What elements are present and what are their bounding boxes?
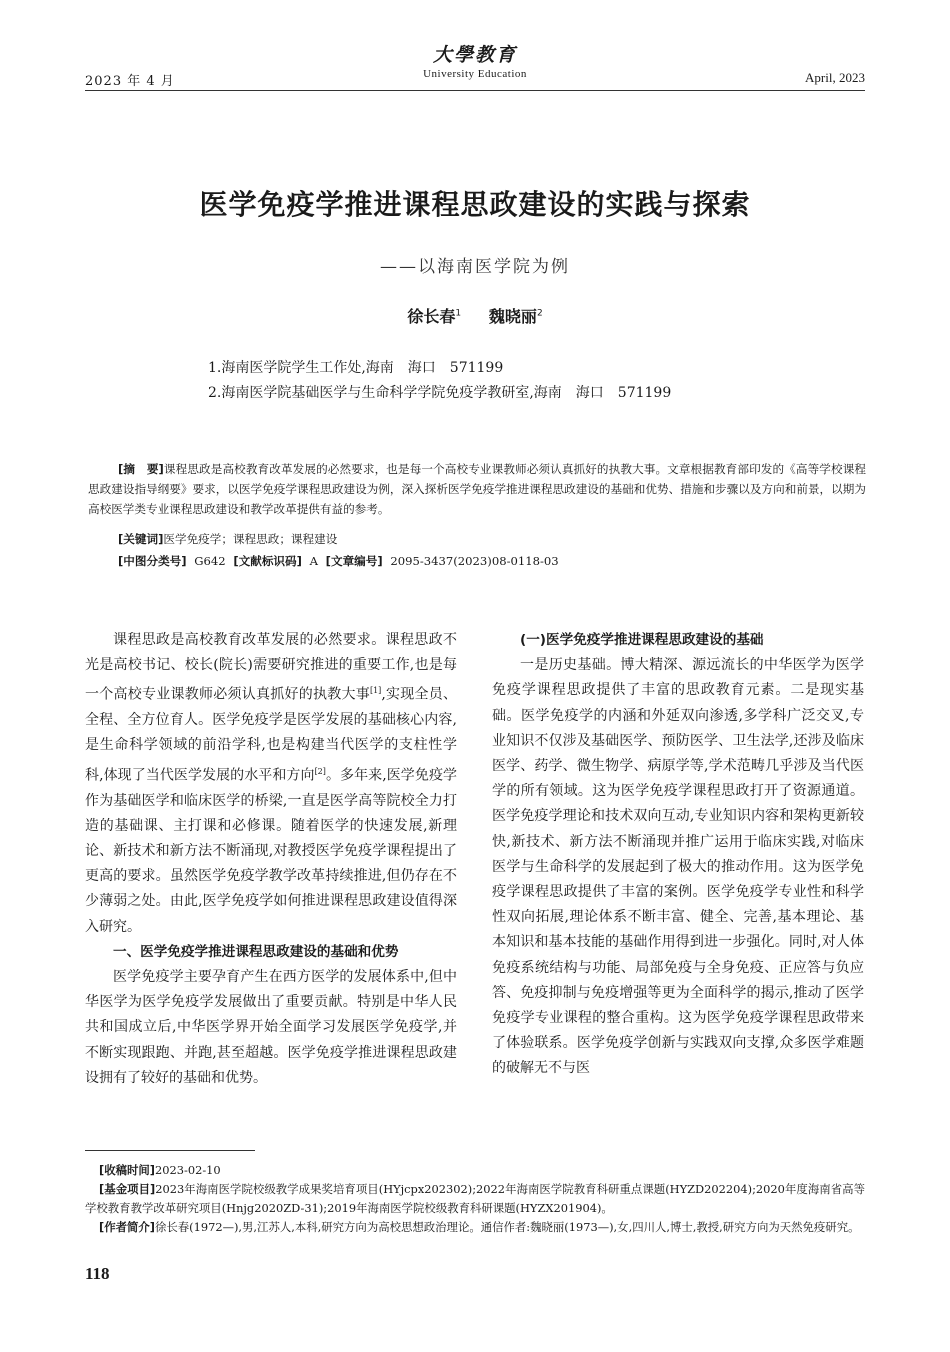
author-list bbox=[85, 304, 865, 327]
abstract-paragraph bbox=[88, 459, 866, 519]
subsection-heading: (一)医学免疫学推进课程思政建设的基础 bbox=[520, 632, 764, 648]
doc-code-value: A bbox=[309, 554, 318, 568]
footnote-fund bbox=[85, 1180, 865, 1218]
body-paragraph bbox=[85, 628, 457, 940]
author-affil-mark: 1 bbox=[455, 308, 462, 319]
footnote-author bbox=[85, 1218, 865, 1237]
clc-label: [中图分类号] bbox=[118, 554, 187, 568]
body-paragraph: 医学免疫学主要孕育产生在西方医学的发展体系中,但中华医学为医学免疫学发展做出了重要贡献。特别是中华人民共和国成立后,中华医学界开始全面学习发展医学免疫学,并不断实现跟跑、并跑,甚至超越。医学免疫学推进课程思政建设拥有了较好的基础和优势。 bbox=[85, 968, 457, 1086]
citation-ref[interactable]: [1] bbox=[369, 686, 382, 696]
abstract bbox=[88, 459, 866, 519]
page-number: 118 bbox=[85, 1264, 110, 1283]
footnote-text: 2023-02-10 bbox=[154, 1163, 221, 1177]
footnote-text: 徐长春(1972—),男,江苏人,本科,研究方向为高校思想政治理论。通信作者:魏晓丽(1973—),女,四川人,博士,教授,研究方向为天然免疫研究。 bbox=[154, 1220, 860, 1234]
article-no-label: [文章编号] bbox=[325, 554, 383, 568]
citation-ref[interactable]: [2] bbox=[314, 766, 326, 776]
footnotes bbox=[85, 1161, 865, 1237]
author-name: 徐长春 bbox=[407, 307, 456, 326]
header-date-cn: 2023 年 4 月 bbox=[85, 74, 175, 89]
section-heading: 一、医学免疫学推进课程思政建设的基础和优势 bbox=[113, 943, 399, 960]
article-no-value: 2095-3437(2023)08-0118-03 bbox=[390, 554, 559, 568]
body-column-left bbox=[85, 628, 457, 1091]
article-subtitle: ——以海南医学院为例 bbox=[380, 257, 570, 277]
author-affil-mark: 2 bbox=[536, 308, 543, 319]
affiliation-line: 2.海南医学院基础医学与生命科学学院免疫学教研室,海南 海口 571199 bbox=[208, 385, 672, 401]
body-paragraph: 一是历史基础。博大精深、源远流长的中华医学为医学免疫学课程思政提供了丰富的思政教育元素。二是现实基础。医学免疫学的内涵和外延双向渗透,多学科广泛交叉,专业知识不仅涉及基础医学、预防医学、卫生法学,还涉及临床医学、药学、微生物学、病原学等,学术范畴几乎涉及当代医学的所有领域。这为医学免疫学课程思政打开了资源通道。医学免疫学理论和技术双向互动,专业知识内容和架构更新较快,新技术、新方法不断涌现并推广运用于临床实践,对临床医学与生命科学的发展起到了极大的推动作用。这为医学免疫学课程思政提供了丰富的案例。医学免疫学专业性和科学性双向拓展,理论体系不断丰富、健全、完善,基本理论、基本知识和基本技能的基础作用得到进一步强化。同时,对人体免疫系统结构与功能、局部免疫与全身免疫、正应答与负应答、免疫抑制与免疫增强等更为全面科学的揭示,推动了医学免疫学专业课程的整合重构。这为医学免疫学课程思政带来了体验联系。医学免疫学创新与实践双向支撑,众多医学难题的破解无不与医 bbox=[492, 657, 864, 1077]
clc-value: G642 bbox=[194, 554, 226, 568]
body-column-right bbox=[492, 628, 864, 1082]
body-text: ,实现全员、全程、全方位育人。医学免疫学是医学发展的基础核心内容,是生命科学领域的前沿学科,也是构建当代医学的支柱性学科,体现了当代医学发展的水平和方向 bbox=[85, 687, 458, 784]
journal-name-en: University Education bbox=[423, 68, 527, 80]
author-name: 魏晓丽 bbox=[488, 307, 537, 326]
footnote-text: 2023年海南医学院校级教学成果奖培育项目(HYjcpx202302);2022年海南医学院教育科研重点课题(HYZD202204);2020年度海南省高等学校教育教学改革研究项目(Hnjg2020ZD-31);2019年海南医学院校级教育科研课题(HYZX201904)。 bbox=[85, 1182, 865, 1215]
footnote-label: [作者简介] bbox=[99, 1220, 155, 1234]
journal-logo-cn: 大學教育 bbox=[432, 44, 517, 66]
body-text: 课程思政是高校教育改革发展的必然要求。课程思政不光是高校书记、校长(院长)需要研究推进的重要工作,也是每一个高校专业课教师必须认真抓好的执教大事 bbox=[85, 632, 457, 704]
footnote-received bbox=[85, 1161, 865, 1180]
affiliations bbox=[208, 356, 671, 406]
affiliation-line: 1.海南医学院学生工作处,海南 海口 571199 bbox=[208, 360, 504, 376]
abstract-label: [摘 要] bbox=[118, 462, 164, 476]
keywords-text: 医学免疫学；课程思政；课程建设 bbox=[163, 532, 338, 546]
header-date-en: April, 2023 bbox=[805, 70, 865, 85]
classification-line bbox=[118, 553, 559, 569]
running-header bbox=[85, 40, 865, 92]
abstract-text: 课程思政是高校教育改革发展的必然要求，也是每一个高校专业课教师必须认真抓好的执教大事。文章根据教育部印发的《高等学校课程思政建设指导纲要》要求，以医学免疫学课程思政建设为例，深入探析医学免疫学推进课程思政建设的基础和优势、措施和步骤以及方向和前景，以期为高校医学类专业课程思政建设和教学改革提供有益的参考。 bbox=[88, 462, 866, 516]
body-text: 。多年来,医学免疫学作为基础医学和临床医学的桥梁,一直是医学高等院校全力打造的基础课、主打课和必修课。随着医学的快速发展,新理论、新技术和新方法不断涌现,对教授医学免疫学课程提出了更高的要求。虽然医学免疫学教学改革持续推进,但仍存在不少薄弱之处。由此,医学免疫学如何推进课程思政建设值得深入研究。 bbox=[85, 767, 458, 935]
footnote-label: [基金项目] bbox=[99, 1182, 156, 1196]
header-journal bbox=[85, 40, 865, 80]
doc-code-label: [文献标识码] bbox=[233, 554, 302, 568]
keywords bbox=[118, 531, 337, 547]
keywords-label: [关键词] bbox=[118, 532, 164, 546]
footnote-label: [收稿时间] bbox=[99, 1163, 155, 1177]
article-title: 医学免疫学推进课程思政建设的实践与探索 bbox=[199, 188, 751, 221]
footnote-rule bbox=[85, 1150, 255, 1151]
header-rule bbox=[85, 90, 865, 91]
